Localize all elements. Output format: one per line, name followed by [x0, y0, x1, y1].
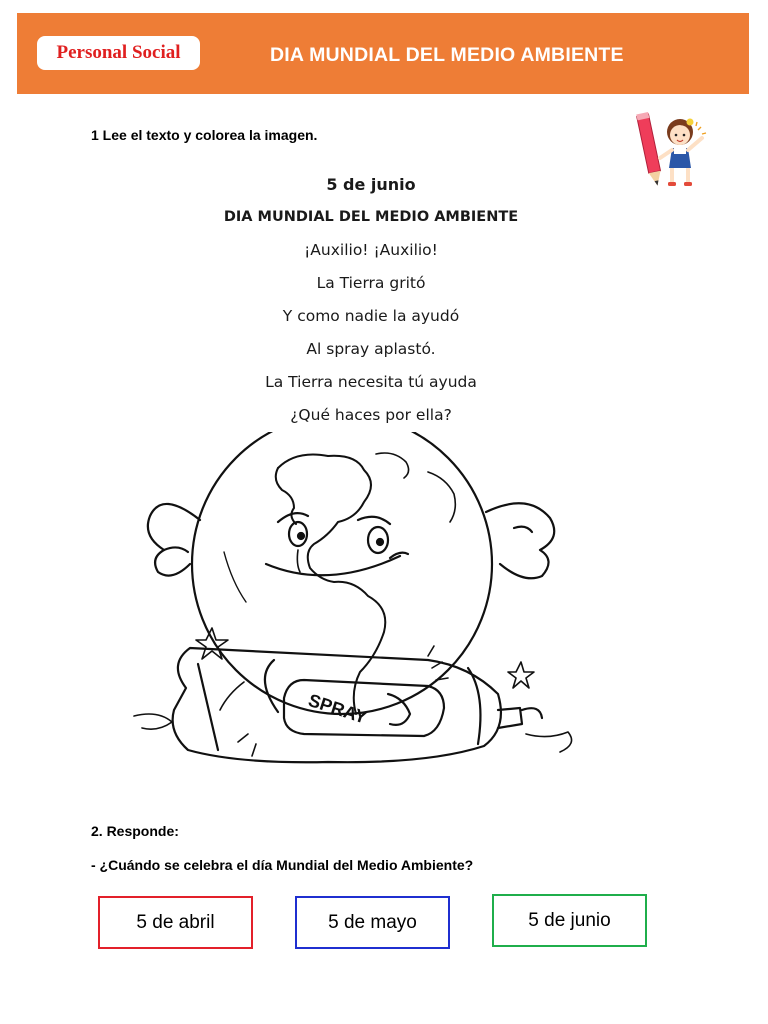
answer-option-june[interactable]: 5 de junio — [492, 894, 647, 947]
page-title: DIA MUNDIAL DEL MEDIO AMBIENTE — [270, 44, 624, 66]
poem-title: DIA MUNDIAL DEL MEDIO AMBIENTE — [223, 209, 519, 225]
spray-can-label: SPRAY — [305, 689, 370, 728]
poem-line: Al spray aplastó. — [306, 340, 436, 358]
question-text: - ¿Cuándo se celebra el día Mundial del Medio Ambiente? — [91, 857, 474, 873]
poem-line: La Tierra gritó — [316, 274, 426, 292]
poem-line: La Tierra necesita tú ayuda — [265, 373, 477, 391]
activity-1-instruction: 1 Lee el texto y colorea la imagen. — [91, 127, 318, 143]
answer-option-may[interactable]: 5 de mayo — [295, 896, 450, 949]
poem-line: ¿Qué haces por ella? — [290, 406, 452, 424]
poem — [150, 168, 592, 432]
activity-2-heading: 2. Responde: — [91, 823, 179, 839]
poem-line: Y como nadie la ayudó — [282, 307, 460, 325]
poem-date: 5 de junio — [326, 175, 416, 194]
earth-crushing-spray-can-illustration — [128, 432, 588, 782]
answer-option-april[interactable]: 5 de abril — [98, 896, 253, 949]
poem-line: ¡Auxilio! ¡Auxilio! — [304, 241, 438, 259]
subject-label: Personal Social — [37, 36, 200, 70]
girl-with-pencil-icon — [632, 108, 716, 192]
